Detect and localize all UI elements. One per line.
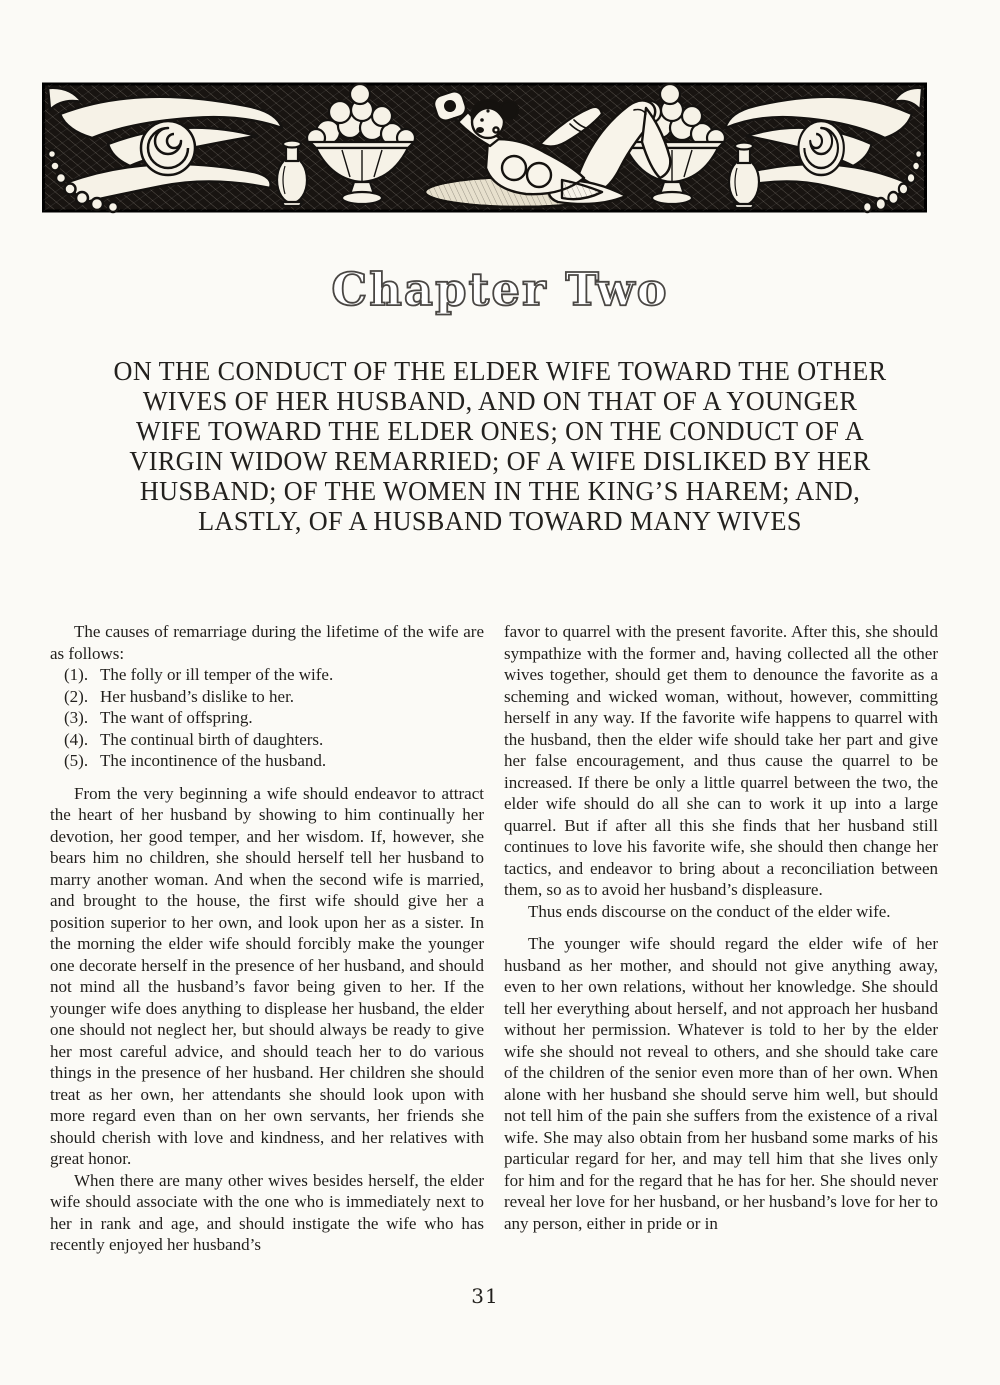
list-item-number: (4). — [64, 729, 89, 749]
list-item-number: (5). — [64, 751, 89, 770]
chapter-heading: Chapter Two — [331, 263, 669, 316]
paragraph-many-wives: When there are many other wives besides herself, the elder wife should associate with the one who is immediately next to her in rank and age, and should instigate the wife who has recently enjoyed her husband’s — [50, 1170, 484, 1254]
body-columns — [50, 621, 938, 1256]
banner-woodcut-svg — [42, 80, 927, 215]
list-item — [64, 664, 484, 686]
chapter-title-line: VIRGIN WIDOW REMARRIED; OF A WIFE DISLIKED BY HER — [129, 446, 871, 476]
list-item-text: The folly or ill temper of the wife. — [100, 665, 334, 684]
chapter-title-line: LASTLY, OF A HUSBAND TOWARD MANY WIVES — [198, 506, 802, 536]
paragraph-remarriage-intro: The causes of remarriage during the lifetime of the wife are as follows: — [50, 622, 484, 663]
list-item-number: (1). — [64, 665, 89, 684]
list-item-number: (2). — [64, 686, 89, 706]
list-item — [64, 686, 484, 708]
chapter-title — [71, 356, 928, 536]
list-item — [64, 750, 484, 772]
list-item — [64, 729, 484, 751]
right-column — [504, 621, 938, 1256]
list-item — [64, 707, 484, 729]
chapter-title-line: WIVES OF HER HUSBAND, AND ON THAT OF A YOUNGER — [142, 386, 858, 416]
paragraph-younger-wife: The younger wife should regard the elder wife of her husband as her mother, and should not give anything away, even to her own relations, without her knowledge. She should tell her everything about herself, and not approach her husband without her permission. Whatever is told to her by the elder wife she should not reveal to others, and she should take care of the children of the senior even more than of her own. When alone with her husband she should serve him well, but should not tell him of the pain she suffers from the existence of a rival wife. She may also obtain from her husband some marks of his particular regard for her, and may tell him that she lives only for him and for the regard that he has for her. She should never reveal her love for her husband, or her husband’s love for her to any person, either in pride or in — [504, 934, 938, 1233]
remarriage-causes-list — [50, 664, 484, 772]
paragraph-favorite-quarrel: favor to quarrel with the present favorite. After this, she should sympathize with the former and, having collected all the other wives together, should get them to denounce the favorite as a scheming and wicked woman, without, however, committing herself in any way. If the favorite wife happens to quarrel with the husband, then the elder wife should take her part and give her false encouragement, and thus cause the quarrel to be increased. If there be only a little quarrel between the two, the elder wife should do all she can to work it up into a large quarrel. But if after all this she finds that her husband still continues to love his favorite wife, she should then change her tactics, and endeavor to bring about a reconciliation between them, so as to avoid her husband’s displeasure. — [504, 622, 938, 899]
chapter-title-line: ON THE CONDUCT OF THE ELDER WIFE TOWARD THE OTHER — [113, 356, 887, 386]
list-item-text: The want of offspring. — [100, 708, 253, 727]
banner-illustration — [42, 80, 927, 215]
chapter-title-line: WIFE TOWARD THE ELDER ONES; ON THE CONDUCT OF A — [135, 416, 865, 446]
list-item-text: The continual birth of daughters. — [100, 729, 324, 749]
page-number: 31 — [471, 1284, 499, 1308]
left-column — [50, 621, 484, 1256]
list-item-text: Her husband’s dislike to her. — [100, 686, 295, 706]
list-item-text: The incontinence of the husband. — [100, 751, 327, 770]
chapter-title-line: HUSBAND; OF THE WOMEN IN THE KING’S HAREM; AND, — [139, 476, 861, 506]
paragraph-thus-ends: Thus ends discourse on the conduct of the elder wife. — [528, 901, 891, 921]
paragraph-elder-wife-conduct: From the very beginning a wife should endeavor to attract the heart of her husband by showing to him continually her devotion, her good temper, and her wisdom. If, however, she bears him no children, she should herself tell her husband to marry another woman. And when the second wife is married, and brought to the house, the first wife should give her a position superior to her own, and look upon her as a sister. In the morning the elder wife should forcibly make the younger one decorate herself in the presence of her husband, and should not mind all the husband’s favor being given to her. If the younger wife does anything to displease her husband, the elder one should not neglect her, but should always be ready to give her most careful advice, and should teach her to do various things in the presence of her husband. Her children she should treat as her own, her attendants she should look upon with more regard even than on her own servants, her friends she should cherish with love and kindness, and her relatives with great honor. — [50, 783, 484, 1168]
list-item-number: (3). — [64, 708, 89, 727]
